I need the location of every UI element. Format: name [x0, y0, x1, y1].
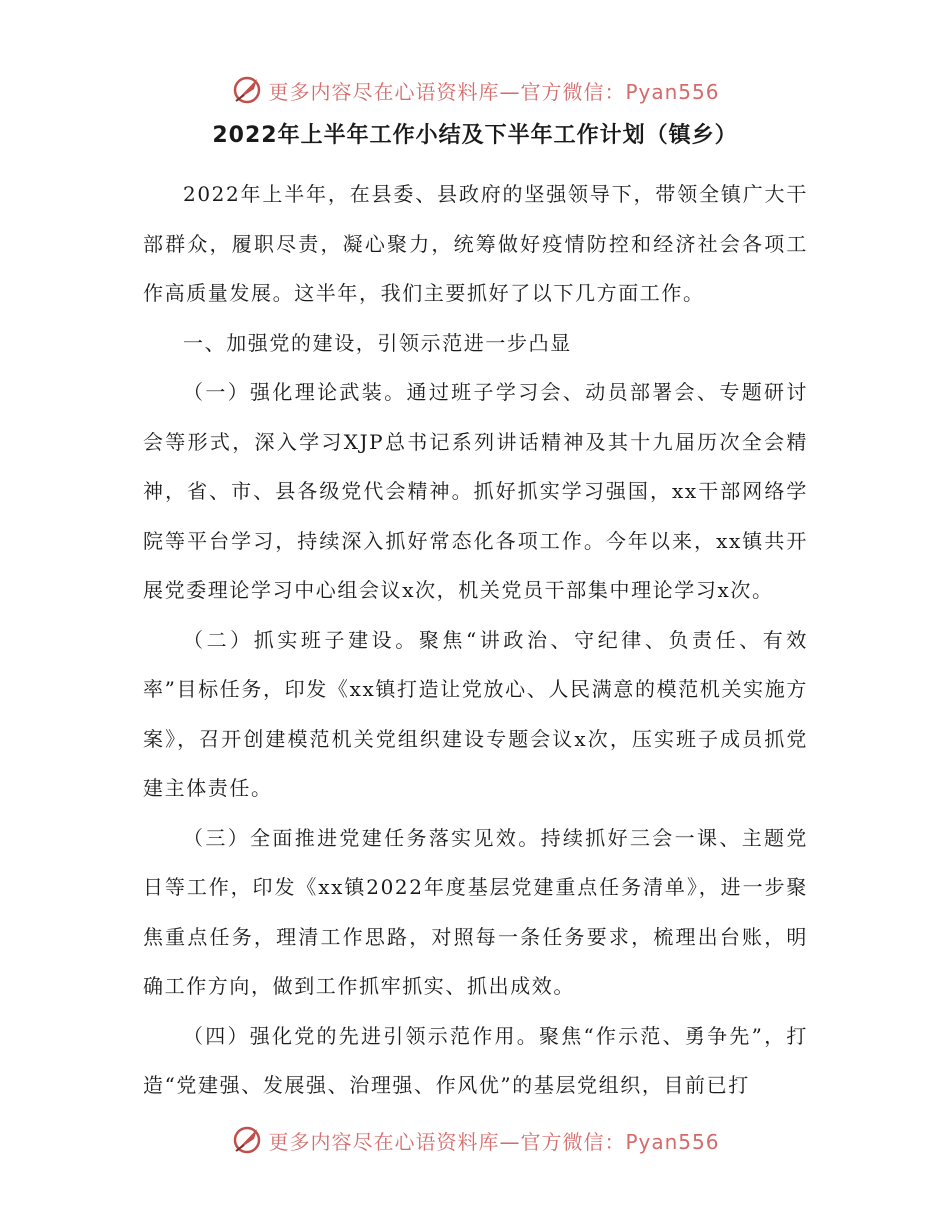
- watermark-banner-bottom: [0, 1120, 950, 1160]
- section-heading: 一、加强党的建设，引领示范进一步凸显: [183, 330, 572, 355]
- watermark-text: 更多内容尽在心语资料库—官方微信：Pyan556: [268, 79, 720, 104]
- paragraph: （二）抓实班子建设。聚焦“讲政治、守纪律、负责任、有效率”目标任务，印发《xx镇打造让党放心、人民满意的模范机关实施方案》，召开创建模范机关党组织建设专题会议x次，压实班子成员抓党建主体责任。: [143, 627, 808, 800]
- document-title: 2022年上半年工作小结及下半年工作计划（镇乡）: [212, 123, 738, 148]
- paragraph: （四）强化党的先进引领示范作用。聚焦“作示范、勇争先”，打造“党建强、发展强、治理强、作风优”的基层党组织，目前已打: [143, 1023, 808, 1097]
- paragraph: （一）强化理论武装。通过班子学习会、动员部署会、专题研讨会等形式，深入学习XJP总书记系列讲话精神及其十九届历次全会精神，省、市、县各级党代会精神。抓好抓实学习强国，xx干部网络学院等平台学习，持续深入抓好常态化各项工作。今年以来，xx镇共开展党委理论学习中心组会议x次，机关党员干部集中理论学习x次。: [143, 380, 808, 602]
- watermark-text: 更多内容尽在心语资料库—官方微信：Pyan556: [268, 1129, 720, 1154]
- document-body: [143, 170, 808, 1111]
- paragraph: （三）全面推进党建任务落实见效。持续抓好三会一课、主题党日等工作，印发《xx镇2022年度基层党建重点任务清单》，进一步聚焦重点任务，理清工作思路，对照每一条任务要求，梳理出台账，明确工作方向，做到工作抓牢抓实、抓出成效。: [143, 825, 808, 998]
- quill-logo-icon: [230, 1123, 264, 1157]
- paragraph: 2022年上半年，在县委、县政府的坚强领导下，带领全镇广大干部群众，履职尽责，凝心聚力，统筹做好疫情防控和经济社会各项工作高质量发展。这半年，我们主要抓好了以下几方面工作。: [143, 182, 808, 305]
- quill-logo-icon: [230, 73, 264, 107]
- watermark-banner-top: [0, 70, 950, 110]
